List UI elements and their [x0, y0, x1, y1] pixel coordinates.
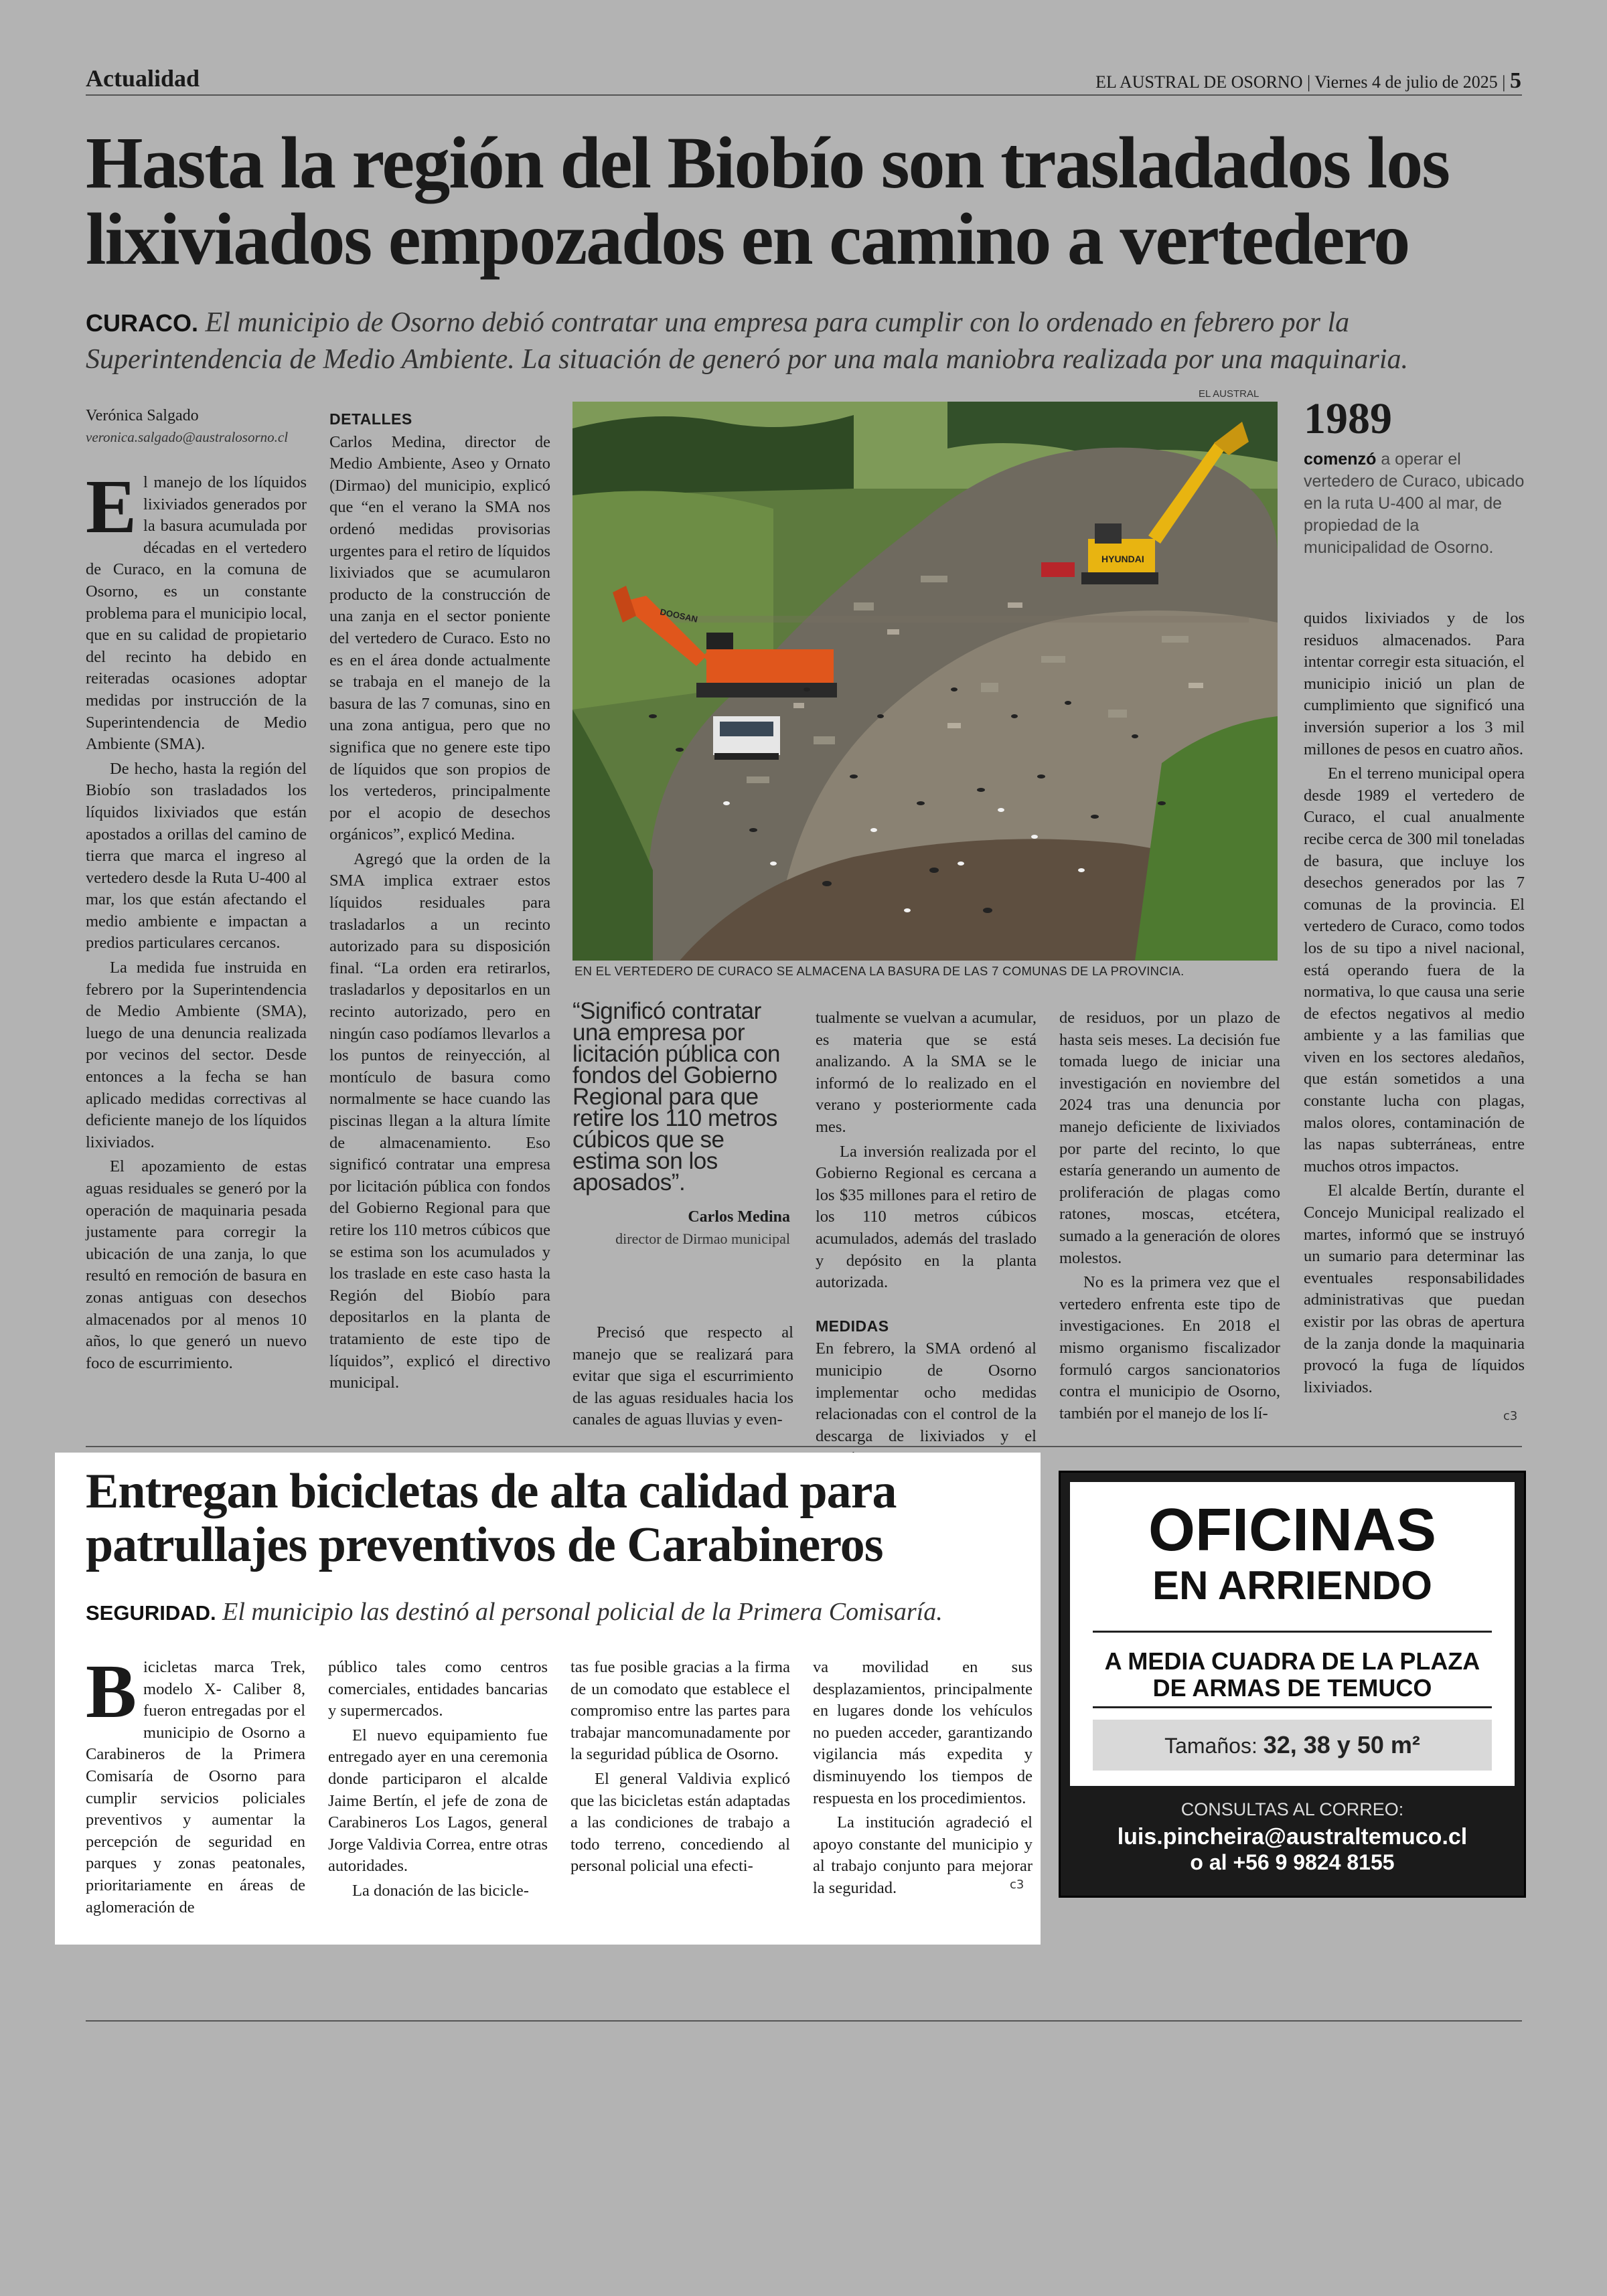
landfill-photo	[572, 402, 1278, 961]
ad-sizes: Tamaños: 32, 38 y 50 m²	[1093, 1720, 1492, 1771]
article-column-6: quidos lixiviados y de los residuos almacenados. Para intentar corregir esta situación, el municipio inició un plan de cumplimiento que significó una inversión superior a los 3 mil millones de pesos en cuatro años. En el terreno municipal opera desde 1989 el vertedero de Curaco, el cual anualmente recibe cerca de 300 mil toneladas de basura, que incluye los desechos generados por las 7 comunas de la provincia. El vertedero de Curaco, como todos los de su tipo a nivel nacional, está operando fuera de la normativa, lo que causa una serie de efectos negativos al medio ambiente y a las familias que viven en los sectores aledaños, que están sometidos a una constante lucha con plagas, malos olores, contaminación de las napas subterráneas, entre muchos otros impactos. El alcalde Bertín, durante el Concejo Municipal realizado el martes, informó que se instruyó un sumario para determinar las eventuales responsabilidades administrativas que puedan existir por las obras de apertura de la zanja donde la maquinaria provocó la fuga de líquidos lixiviados.	[1304, 609, 1525, 1396]
header-rule	[86, 94, 1522, 96]
article-column-1: El manejo de los líquidos lixiviados generados por la basura acumulada por décadas en el vertedero de Curaco, en la comuna de Osorno, es un constante problema para el municipio local, que en su calidad de propietario del recinto ha debido en reiteradas ocasiones adoptar medidas por instrucción de la Superintendencia de Medio Ambiente (SMA). De hecho, hasta la región del Biobío son trasladados los líquidos lixiviados que están apostados a orillas del camino de tierra que marca el ingreso al vertedero desde la Ruta U-400 al mar, los que están afectando el medio ambiente e impactan a predios particulares cercanos. La medida fue instruida en febrero por la Superintendencia de Medio Ambiente (SMA), luego de una denuncia realizada por vecinos del sector. Desde entonces a la fecha se han aplicado medidas correctivas al deficiente manejo de los líquidos lixiviados. El apozamiento de estas aguas residuales se generó por la operación de maquinaria pesada justamente para corregir la ubicación de una zanja, lo que resultó en remoción de basura en zonas antiguas con desechos almacenados por al menos 10 años, lo que generó un nuevo foco de escurrimiento.	[86, 464, 307, 1372]
subhead-detalles: DETALLES	[329, 410, 412, 428]
pull-quote: “Significó contratar una empresa por licitación pública con fondos del Gobierno Regional para que retire los 110 metros cúbicos que se estima son los aposados”.	[572, 998, 781, 1196]
ad-contact-label: CONSULTAS AL CORREO:	[1180, 1799, 1404, 1819]
article2-kicker: SEGURIDAD.	[86, 1601, 216, 1625]
end-mark: ᴄ3	[1503, 1409, 1518, 1423]
drop-cap-b: B	[86, 1649, 137, 1734]
ad-divider-top	[1093, 1631, 1492, 1633]
article2-column-2: público tales como centros comerciales, entidades bancarias y supermercados. El nuevo equipamiento fue entregado ayer en una ceremonia donde participaron el alcalde Jaime Bertín, el jefe de zona de Carabineros Los Lagos, general Jorge Valdivia Correa, entre otras autoridades. La donación de las biciclе-	[328, 1658, 548, 1900]
article2-deck: SEGURIDAD. El municipio las destinó al personal policial de la Primera Comisaría.	[86, 1598, 943, 1626]
svg-text:HYUNDAI: HYUNDAI	[1101, 554, 1144, 564]
ad-inner-panel	[1070, 1482, 1515, 1786]
ad-divider-bottom	[1093, 1706, 1492, 1708]
office-rental-ad[interactable]	[1059, 1471, 1526, 1898]
ad-phone[interactable]: o al +56 9 9824 8155	[1190, 1850, 1395, 1874]
page-header-info: EL AUSTRAL DE OSORNO | Viernes 4 de julio de 2025 | 5	[1095, 68, 1521, 93]
page-number: 5	[1510, 68, 1521, 93]
photo-credit: EL AUSTRAL	[1199, 388, 1259, 400]
newspaper-name: EL AUSTRAL DE OSORNO	[1095, 72, 1303, 92]
article-kicker: CURACO.	[86, 309, 198, 337]
article2-column-4: va movilidad en sus desplazamientos, principalmente en lugares donde los vehículos no pueden acceder, garantizando vigilancia más expedita y disminuyendo los tiempos de respuesta en los procedimientos. La institución agradeció el apoyo constante del municipio y al trabajo conjunto para mejorar la seguridad.	[813, 1658, 1032, 1897]
article-column-4: tualmente se vuelvan a acumular, es materia que se está analizando. A la SMA se le informó de lo realizado en el verano y posteriormente cada mes. La inversión realizada por el Gobierno Regional es cercana a los $35 millones para el retiro de los 110 metros cúbicos acumulados, además del traslado y depósito en la planta autorizada. MEDIDAS En febrero, la SMA ordenó al municipio de Osorno implementar ocho medidas relacionadas con el control de la descarga de lixiviados y el	[816, 1009, 1037, 1445]
article-headline: Hasta la región del Biobío son trasladados los lixiviados empozados en camino a vertedero	[86, 122, 1450, 280]
section-divider	[86, 1446, 1522, 1447]
section-label: Actualidad	[86, 65, 200, 92]
issue-date: Viernes 4 de julio de 2025	[1314, 72, 1498, 92]
article-column-5: de residuos, por un plazo de hasta seis meses. La decisión fue tomada luego de iniciar una investigación en noviembre del 2024 tras una denuncia por manejo deficiente de lixiviados por parte del recinto, lo que estaría generando un aumento de proliferación de plagas como ratones, moscas, etcétera, sumado a la generación de olores molestos. No es la primera vez que el vertedero enfrenta este tipo de investigaciones. En 2018 el mismo organismo fiscalizador formuló cargos sancionatorios contra el municipio de Osorno, también por el manejo de los lí-	[1059, 1009, 1280, 1422]
article2-column-1: Bicicletas marca Trek, modelo X- Caliber 8, fueron entregadas por el municipio de Osorno a Carabineros de la Primera Comisaría de Osorno para cumplir servicios policiales preventivos y aumentar la percepción de seguridad en parques y zonas peatonales, prioritariamente en áreas de aglomeración de	[86, 1649, 305, 1916]
article2-column-3: tas fue posible gracias a la firma de un comodato que establece el compromiso entre las partes para trabajar mancomunadamente por la seguridad pública de Osorno. El general Valdivia explicó que las bicicletas están adaptadas a las condiciones de trabajo a todo terreno, concediendo al personal policial una efecti-	[570, 1658, 790, 1876]
end-mark-2: ᴄ3	[1010, 1878, 1024, 1892]
article2-headline: Entregan bicicletas de alta calidad para patrullajes preventivos de Carabineros	[86, 1464, 897, 1572]
subhead-medidas: MEDIDAS	[816, 1317, 889, 1335]
article-deck	[86, 305, 1532, 378]
ad-subtitle: EN ARRIENDO	[1152, 1563, 1432, 1608]
quote-role: director de Dirmao municipal	[615, 1230, 790, 1247]
author-name: Verónica Salgado	[86, 407, 199, 424]
quote-name: Carlos Medina	[688, 1208, 790, 1226]
fact-text: comenzó a operar el vertedero de Curaco, ubicado en la ruta U-400 al mar, de propiedad de la municipalidad de Osorno.	[1304, 450, 1525, 557]
drop-cap: E	[86, 464, 137, 549]
article-column-3: Precisó que respecto al manejo que se realizará para evitar que siga el escurrimiento de las aguas residuales hacia los canales de aguas lluvias y even-	[572, 1323, 793, 1429]
photo-caption: EN EL VERTEDERO DE CURACO SE ALMACENA LA BASURA DE LAS 7 COMUNAS DE LA PROVINCIA.	[575, 964, 1184, 978]
svg-text:DOOSAN: DOOSAN	[659, 606, 699, 625]
article-column-2: DETALLES Carlos Medina, director de Medio Ambiente, Aseo y Ornato (Dirmao) del municipio, explicó que “en el verano la SMA nos ordenó medidas provisorias urgentes para el retiro de líquidos lixiviados que se acumularon producto de la construcción de una zanja en el sector poniente del vertedero de Curaco. Esto no es en el área donde actualmente se trabaja en el manejo de la basura de las 7 comunas, sino en una zona antigua, pero que no significa que no genere este tipo de líquidos que son propios de los vertederos, principalmente por el acopio de desechos orgánicos”, explicó Medina. Agregó que la orden de la SMA implica extraer estos líquidos residuales para trasladarlos a un recinto autorizado para su disposición final. “La orden era retirarlos, trasladarlos y depositarlos en un recinto autorizado, pero en ningún caso podíamos llevarlos a los puntos de reinyección, al montículo de basura como normalmente se hace cuando las piscinas llegan a la altura límite de almacenamiento. Eso significó contratar una empresa por licitación pública con fondos del Gobierno Regional para que retire los 110 metros cúbicos que se estima son los acumulados y los traslade en este caso hasta la Región del Biobío para depositarlos en la planta de tratamiento de este tipo de líquidos”, explicó el directivo municipal.	[329, 408, 550, 1397]
ad-title: OFICINAS	[1148, 1497, 1436, 1564]
author-email[interactable]: veronica.salgado@australosorno.cl	[86, 429, 289, 445]
byline	[86, 407, 307, 446]
ad-email[interactable]: luis.pincheira@australtemuco.cl	[1117, 1824, 1468, 1850]
ad-location: A MEDIA CUADRA DE LA PLAZA DE ARMAS DE TEMUCO	[1104, 1647, 1480, 1702]
footer-rule	[86, 2020, 1522, 2022]
article-deck-text: El municipio de Osorno debió contratar una empresa para cumplir con lo ordenado en febrero por la Superintendencia de Medio Ambiente. La situación de generó por una mala maniobra realizada por una maquinaria.	[86, 307, 1408, 375]
fact-number: 1989	[1304, 394, 1392, 443]
